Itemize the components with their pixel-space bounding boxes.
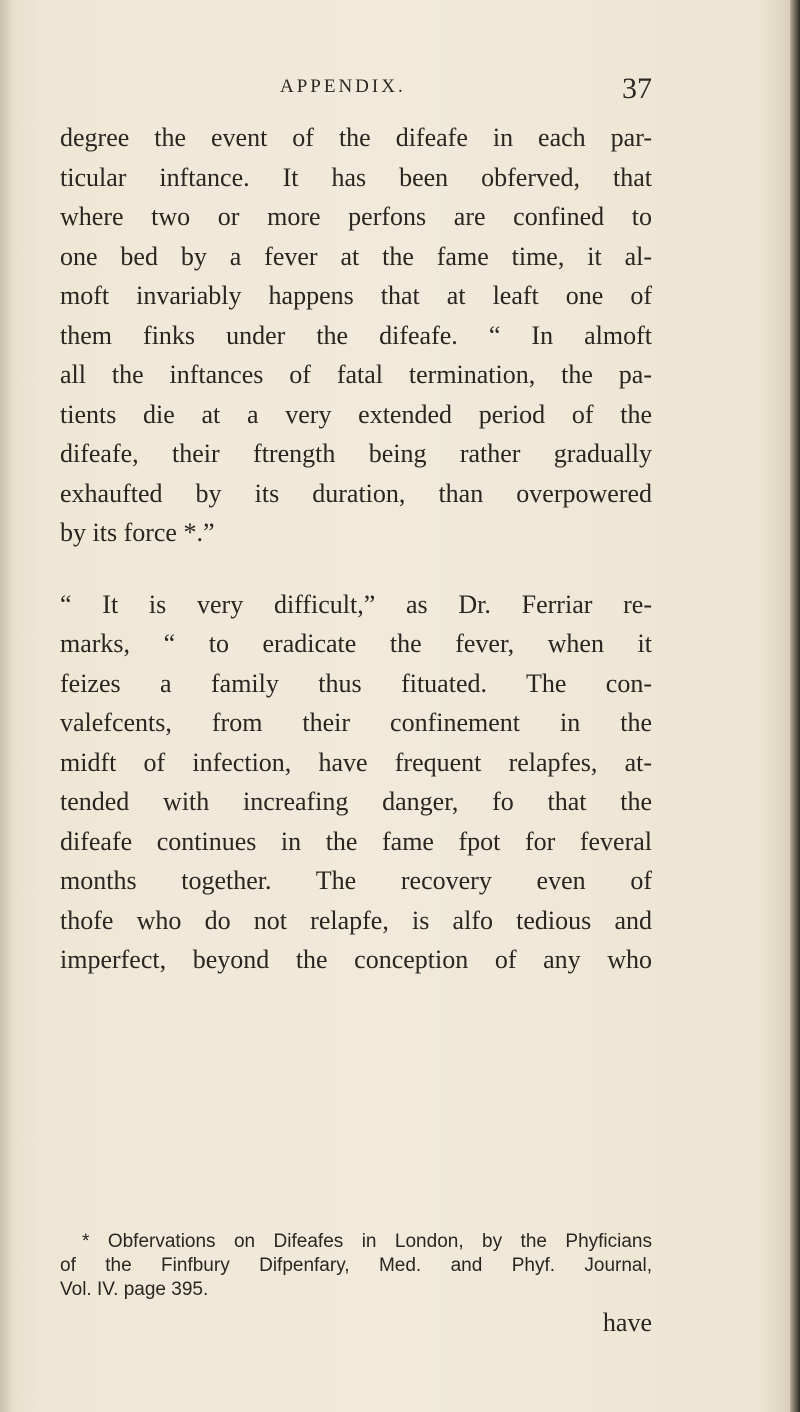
text-line: difeafe continues in the fame fpot for feveral xyxy=(60,826,652,856)
text-line: where two or more perfons are confined to xyxy=(60,202,652,231)
text-line: them finks under the difeafe. “ In almoft xyxy=(60,320,652,350)
running-head: APPENDIX. xyxy=(280,76,406,97)
page-header xyxy=(60,72,652,112)
text-line: midft of infection, have frequent relapfes, at- xyxy=(60,747,652,777)
text-line: feizes a family thus fituated. The con- xyxy=(60,668,652,698)
text-line: moft invariably happens that at leaft one of xyxy=(60,281,652,310)
text-line: tended with increafing danger, fo that the xyxy=(60,787,652,816)
text-line: one bed by a fever at the fame time, it al- xyxy=(60,241,652,271)
paragraph-2 xyxy=(60,585,652,980)
text-line: degree the event of the difeafe in each par- xyxy=(60,123,652,152)
text-line: by its force *.” xyxy=(60,518,215,547)
text-line: thofe who do not relapfe, is alfo tedious and xyxy=(60,905,652,935)
text-line: imperfect, beyond the conception of any who xyxy=(60,945,652,974)
footnote-line: of the Finfbury Difpenfary, Med. and Phyf. Journal, xyxy=(60,1255,652,1276)
footnote-line: Vol. IV. page 395. xyxy=(60,1279,209,1300)
paragraph-gap xyxy=(60,553,652,585)
paragraph-1 xyxy=(60,118,652,553)
text-line: all the inftances of fatal termination, the pa- xyxy=(60,360,652,389)
footnote-line: * Obfervations on Difeafes in London, by the Phyficians xyxy=(82,1231,652,1252)
text-line: tients die at a very extended period of the xyxy=(60,399,652,429)
page-edge-shadow xyxy=(790,0,800,1412)
body-text xyxy=(60,118,652,980)
text-line: months together. The recovery even of xyxy=(60,866,652,895)
text-line: ticular inftance. It has been obferved, that xyxy=(60,162,652,192)
page-number: 37 xyxy=(622,72,652,105)
text-line: “ It is very difficult,” as Dr. Ferriar re- xyxy=(60,589,652,619)
text-line: marks, “ to eradicate the fever, when it xyxy=(60,629,652,658)
text-line: exhaufted by its duration, than overpowered xyxy=(60,478,652,508)
catchword: have xyxy=(602,1308,652,1337)
footnote xyxy=(60,1230,652,1302)
text-line: valefcents, from their confinement in the xyxy=(60,708,652,737)
page-gutter-shadow xyxy=(0,0,14,1412)
text-line: difeafe, their ftrength being rather gradually xyxy=(60,439,652,468)
